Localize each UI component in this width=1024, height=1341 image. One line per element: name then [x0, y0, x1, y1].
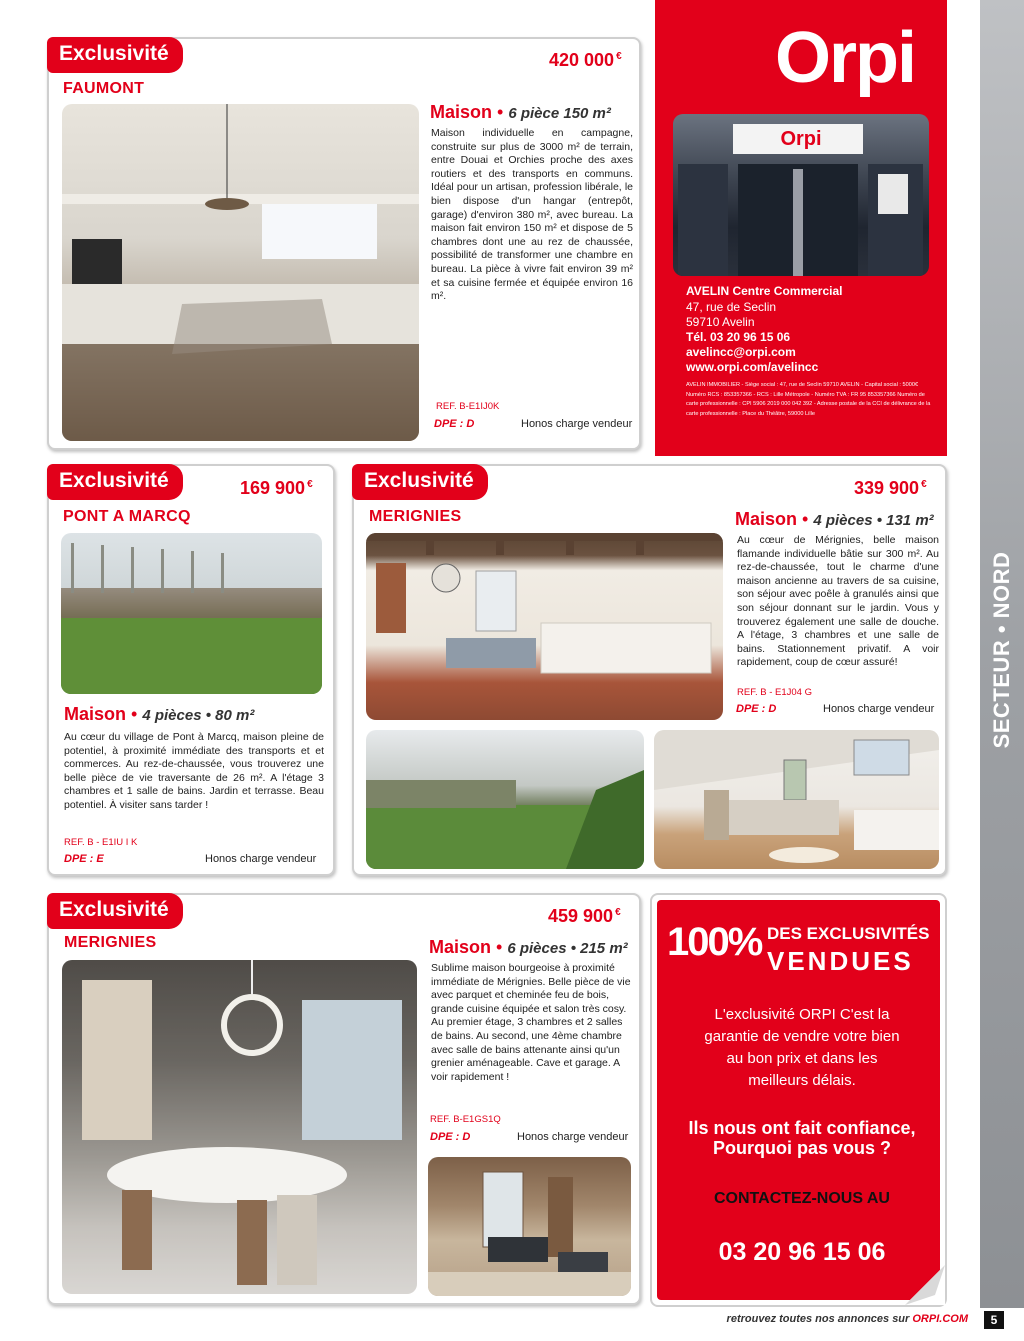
- listing-honos: Honos charge vendeur: [521, 418, 633, 430]
- promo-line2: VENDUES: [767, 946, 914, 976]
- dining-room-photo[interactable]: [62, 960, 417, 1294]
- listing-description: Maison individuelle en campagne, construite sur plus de 3000 m² de terrain, entre Douai et Orchies proche des axes routiers et des transports en communs. Idéal pour un artisan, profession libérale, le bien dispose d'un hangar (entrepôt, garage) d'environ 380 m², avec bureau. La maison fait environ 150 m² et dispose de 5 chambres dont une au rez de chaussée, possibilité de transformer une chambre en bureau. La pièce à vivre fait environ 39 m² et sa cuisine fermée et équipée environ 16 m².: [431, 127, 633, 303]
- agency-legal: AVELIN IMMOBILIER - Siège social : 47, rue de Seclin 59710 AVELIN - Capital social : 5000€ Numéro RCS : 853357366 - RCS : Lille Métropole - Numéro TVA : FR 95 853357366 Numéro de carte professionnelle : CPI 5906 2019 000 042 392 - Adresse postale de la CCI de délivrance de la carte professionnelle : Place du Théâtre, 59000 Lille: [686, 382, 931, 417]
- promo-panel: [650, 893, 947, 1307]
- agency-name: AVELIN Centre Commercial: [686, 284, 843, 298]
- garden-photo[interactable]: [366, 730, 644, 869]
- agency-phone[interactable]: Tél. 03 20 96 15 06: [686, 330, 791, 344]
- listing-dpe: DPE : E: [64, 853, 104, 865]
- promo-trust: Ils nous ont fait confiance, Pourquoi pas vous ?: [688, 1118, 916, 1158]
- listing-price: 420 000 €: [549, 50, 622, 70]
- listing-city: MERIGNIES: [64, 934, 157, 951]
- listing-type: Maison • 4 pièces • 131 m²: [735, 509, 934, 529]
- listing-description: Au cœur de Mérignies, belle maison flamande individuelle bâtie sur 300 m². Au rez-de-chaussée, tout le charme d'une maison ancienne au travers de sa cuisine, son séjour avec poêle à granulés ainsi que son séjour donnant sur le jardin. Vous y trouverez également une salle de douche. A l'étage, 3 chambres et une salle de bains. Stationnement privatif. A voir rapidement, coup de cœur assuré!: [737, 534, 939, 669]
- agency-email[interactable]: avelincc@orpi.com: [686, 345, 796, 359]
- kitchen-photo[interactable]: [62, 104, 419, 441]
- listing-price: 459 900 €: [548, 906, 621, 926]
- agency-shop-photo[interactable]: [673, 114, 929, 276]
- shop-sign-text: Orpi: [780, 128, 822, 150]
- exclusivite-tab: Exclusivité: [47, 893, 183, 929]
- listing-ref: REF. B-E1IJ0K: [436, 401, 500, 412]
- listing-price: 169 900 €: [240, 478, 313, 498]
- garden-photo[interactable]: [61, 533, 322, 694]
- listing-city: MERIGNIES: [369, 508, 462, 525]
- listing-type: Maison • 6 pièces • 215 m²: [429, 937, 628, 957]
- listing-dpe: DPE : D: [736, 703, 777, 715]
- footer-site-link[interactable]: ORPI.COM: [912, 1313, 968, 1325]
- listing-ref: REF. B - E1J04 G: [737, 687, 812, 698]
- page-curl-icon: [905, 1265, 945, 1305]
- agency-address2: 59710 Avelin: [686, 315, 755, 329]
- promo-percent: 100%: [667, 920, 762, 964]
- bedroom-illustration: [654, 730, 939, 869]
- exclusivite-tab: Exclusivité: [47, 37, 183, 73]
- dining-room-illustration: [62, 960, 417, 1294]
- listing-type: Maison • 6 pièce 150 m²: [430, 102, 611, 122]
- living-room-illustration: [428, 1157, 631, 1296]
- listing-price: 339 900 €: [854, 478, 927, 498]
- sector-label: SECTEUR • NORD: [989, 551, 1014, 749]
- agency-panel: [655, 0, 947, 456]
- kitchen-photo[interactable]: [366, 533, 723, 720]
- kitchen-illustration: [366, 533, 723, 720]
- listing-description: Au cœur du village de Pont à Marcq, maison pleine de potentiel, à proximité immédiate des transports et et commerces. Au rez-de-chaussée, vous trouverez une belle pièce de vie traversante de 26 m². A l'étage 3 chambres et 1 salle de bains. Jardin et terrasse. Beau potentiel. À visiter sans tarder !: [64, 731, 324, 811]
- listing-description: Sublime maison bourgeoise à proximité immédiate de Mérignies. Belle pièce de vie avec parquet et cheminée feu de bois, grande cuisine équipée et salon très cosy. Au premier étage, 3 chambres et 2 salles de bains. Au second, une 4ème chambre avec salle de bains attenante ainsi qu'un grenier aménageable. Cave et garage. A voir rapidement !: [431, 962, 631, 1083]
- listing-honos: Honos charge vendeur: [823, 703, 935, 715]
- listing-honos: Honos charge vendeur: [517, 1131, 629, 1143]
- exclusivite-tab: Exclusivité: [47, 464, 183, 500]
- listing-type: Maison • 4 pièces • 80 m²: [64, 704, 255, 724]
- footer-line: retrouvez toutes nos annonces sur ORPI.COM: [726, 1313, 968, 1325]
- listing-city: PONT A MARCQ: [63, 508, 191, 525]
- bedroom-photo[interactable]: [654, 730, 939, 869]
- listing-honos: Honos charge vendeur: [205, 853, 317, 865]
- listing-city: FAUMONT: [63, 80, 145, 97]
- exclusivite-tab: Exclusivité: [352, 464, 488, 500]
- agency-address1: 47, rue de Seclin: [686, 300, 777, 314]
- garden-illustration: [61, 533, 322, 694]
- agency-website[interactable]: www.orpi.com/avelincc: [686, 360, 819, 374]
- listing-ref: REF. B - E1IU I K: [64, 837, 138, 848]
- promo-line1: DES EXCLUSIVITÉS: [767, 924, 930, 943]
- promo-contact: CONTACTEZ-NOUS AU: [714, 1190, 890, 1207]
- listing-ref: REF. B-E1GS1Q: [430, 1114, 501, 1125]
- kitchen-illustration: [62, 104, 419, 441]
- promo-inner: [657, 900, 940, 1300]
- orpi-logo: Orpi: [775, 18, 916, 98]
- page-number: 5: [984, 1311, 1004, 1329]
- living-room-photo[interactable]: [428, 1157, 631, 1296]
- listing-dpe: DPE : D: [434, 418, 475, 430]
- promo-phone[interactable]: 03 20 96 15 06: [718, 1238, 886, 1266]
- garden-illustration: [366, 730, 644, 869]
- promo-text: L'exclusivité ORPI C'est la garantie de vendre votre bien au bon prix et dans les meilleurs délais.: [704, 1006, 900, 1089]
- listing-dpe: DPE : D: [430, 1131, 471, 1143]
